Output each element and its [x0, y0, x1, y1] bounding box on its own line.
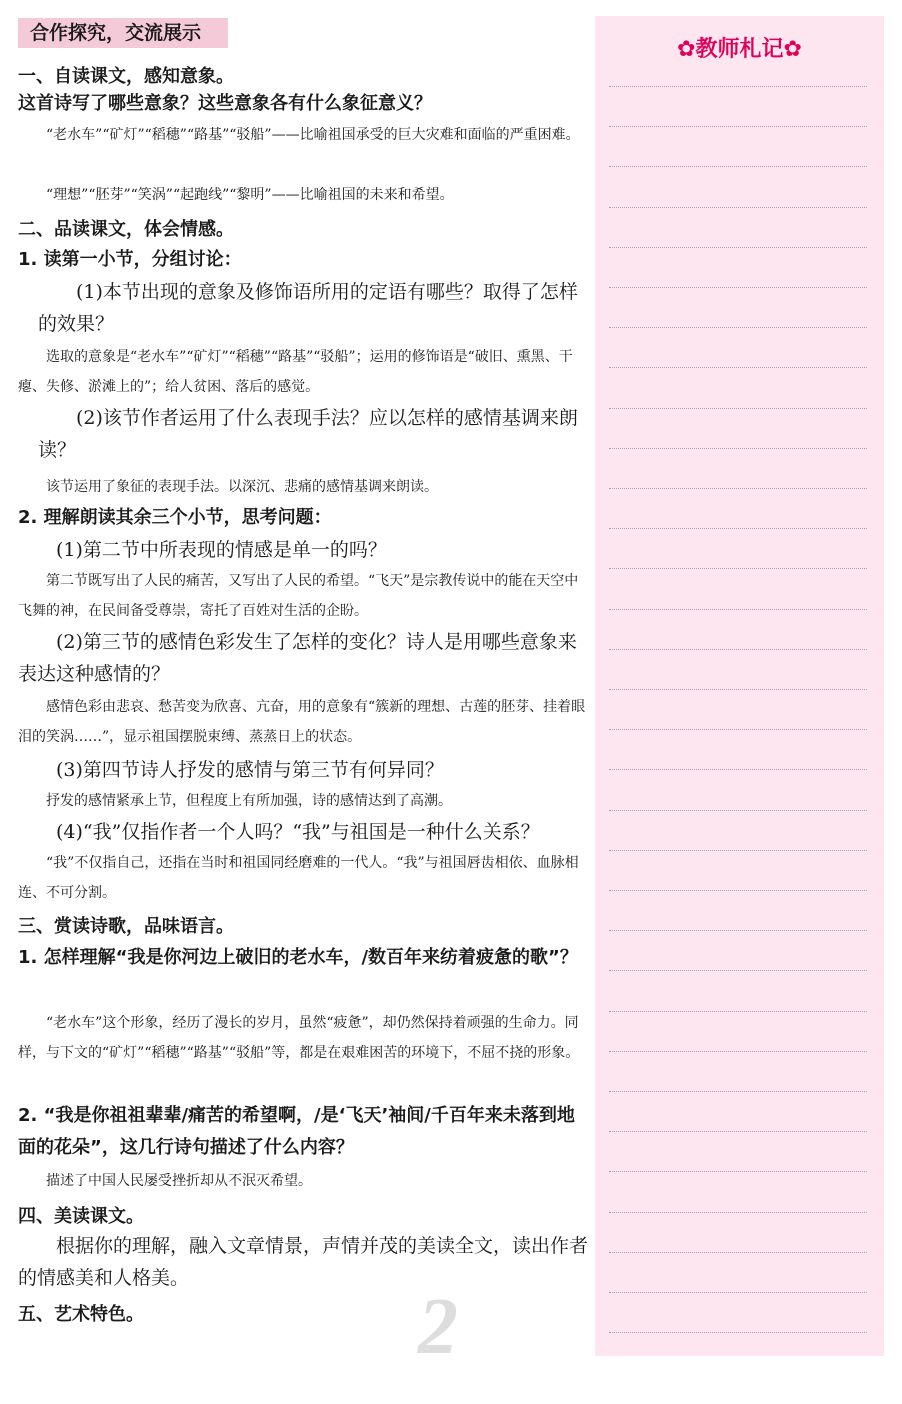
teacher-notes-sidebar [595, 16, 884, 1356]
question-3-2: 2. “我是你祖祖辈辈/痛苦的希望啊，/是‘飞天’袖间/千百年来未落到地面的花朵”，这几行诗句描述了什么内容？ [18, 1105, 575, 1158]
note-line [609, 689, 867, 690]
section-badge: 合作探究，交流展示 [18, 18, 228, 48]
answer-3-2: 描述了中国人民屡受挫折却从不泯灭希望。 [46, 1173, 312, 1189]
answer-2-2-1: 第二节既写出了人民的痛苦，又写出了人民的希望。“飞天”是宗教传说中的能在天空中飞舞的神，在民间备受尊崇，寄托了百姓对生活的企盼。 [18, 573, 579, 619]
question-2-1-2: (2)该节作者运用了什么表现手法？应以怎样的感情基调来朗读？ [38, 407, 578, 461]
question-2-2-1: (1)第二节中所表现的情感是单一的吗？ [56, 539, 387, 561]
note-line [609, 769, 867, 770]
note-line [609, 166, 867, 167]
question-2-2-3: (3)第四节诗人抒发的感情与第三节有何异同？ [56, 759, 444, 781]
note-line [609, 609, 867, 610]
note-line [609, 247, 867, 248]
note-line [609, 1091, 867, 1092]
paragraph-4: 根据你的理解，融入文章情景，声情并茂的美读全文，读出作者的情感美和人格美。 [18, 1235, 589, 1289]
answer-1a: “老水车”“矿灯”“稻穗”“路基”“驳船”——比喻祖国承受的巨大灾难和面临的严重困难。 [46, 127, 580, 143]
question-2-2: 2. 理解朗读其余三个小节，思考问题： [18, 507, 332, 528]
heading-3: 三、赏读诗歌，品味语言。 [18, 916, 234, 937]
note-line [609, 1171, 867, 1172]
question-2-1-1: (1)本节出现的意象及修饰语所用的定语有哪些？取得了怎样的效果？ [38, 281, 578, 335]
question-2-1: 1. 读第一小节，分组讨论： [18, 249, 242, 270]
note-line [609, 1131, 867, 1132]
note-line [609, 1332, 867, 1333]
note-line [609, 207, 867, 208]
note-line [609, 890, 867, 891]
answer-2-1-1: 选取的意象是“老水车”“矿灯”“稻穗”“路基”“驳船”；运用的修饰语是“破旧、熏黑、干瘪、失修、淤滩上的”；给人贫困、落后的感觉。 [18, 349, 573, 395]
heading-1: 一、自读课文，感知意象。 [18, 66, 234, 87]
note-line [609, 729, 867, 730]
note-line [609, 850, 867, 851]
note-line [609, 1292, 867, 1293]
note-line [609, 327, 867, 328]
answer-3-1: “老水车”这个形象，经历了漫长的岁月，虽然“疲惫”，却仍然保持着顽强的生命力。同样，与下文的“矿灯”“稻穗”“路基”“驳船”等，都是在艰难困苦的环境下，不屈不挠的形象。 [18, 1015, 580, 1061]
note-line [609, 1011, 867, 1012]
question-2-2-2: (2)第三节的感情色彩发生了怎样的变化？诗人是用哪些意象来表达这种感情的？ [18, 631, 577, 685]
note-line [609, 1212, 867, 1213]
note-line [609, 649, 867, 650]
answer-2-2-4: “我”不仅指自己，还指在当时和祖国同经磨难的一代人。“我”与祖国唇齿相依、血脉相连、不可分割。 [18, 855, 579, 901]
note-line [609, 1252, 867, 1253]
page-number: 2 [418, 1283, 458, 1371]
note-line [609, 408, 867, 409]
heading-4: 四、美读课文。 [18, 1206, 144, 1227]
question-3-1: 1. 怎样理解“我是你河边上破旧的老水车，/数百年来纺着疲惫的歌”？ [18, 947, 578, 968]
note-line [609, 568, 867, 569]
heading-5: 五、艺术特色。 [18, 1304, 144, 1325]
note-line [609, 970, 867, 971]
answer-1b: “理想”“胚芽”“笑涡”“起跑线”“黎明”——比喻祖国的未来和希望。 [46, 187, 454, 203]
answer-2-1-2: 该节运用了象征的表现手法。以深沉、悲痛的感情基调来朗读。 [46, 479, 438, 495]
note-line [609, 287, 867, 288]
note-line [609, 528, 867, 529]
note-line [609, 1051, 867, 1052]
heading-2: 二、品读课文，体会情感。 [18, 219, 234, 240]
answer-2-2-2: 感情色彩由悲哀、愁苦变为欣喜、亢奋，用的意象有“簇新的理想、古莲的胚芽、挂着眼泪的笑涡……”，显示祖国摆脱束缚、蒸蒸日上的状态。 [18, 699, 586, 745]
note-line [609, 126, 867, 127]
note-line [609, 367, 867, 368]
answer-2-2-3: 抒发的感情紧承上节，但程度上有所加强，诗的感情达到了高潮。 [46, 793, 452, 809]
note-line [609, 86, 867, 87]
question-1: 这首诗写了哪些意象？这些意象各有什么象征意义？ [18, 93, 432, 114]
note-line [609, 488, 867, 489]
question-2-2-4: (4)“我”仅指作者一个人吗？“我”与祖国是一种什么关系？ [56, 821, 540, 843]
note-line [609, 448, 867, 449]
note-line [609, 930, 867, 931]
note-line [609, 810, 867, 811]
sidebar-title: ✿教师札记✿ [677, 37, 802, 62]
